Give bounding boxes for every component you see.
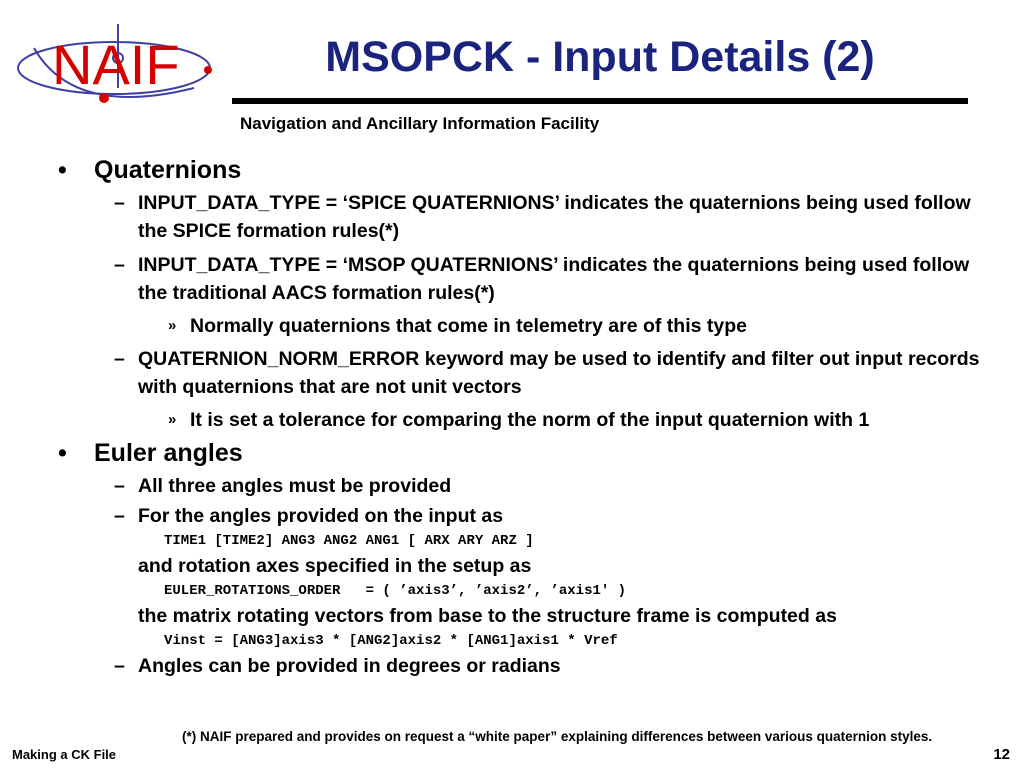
slide-content bbox=[58, 154, 998, 686]
list-item: – INPUT_DATA_TYPE = ‘SPICE QUATERNIONS’ indicates the quaternions being used follow the SPICE formation rules(*) bbox=[114, 192, 971, 242]
sub-list-item: » It is set a tolerance for comparing the norm of the input quaternion with 1 bbox=[168, 409, 870, 431]
list-item: – For the angles provided on the input as bbox=[114, 505, 504, 527]
list-item: – QUATERNION_NORM_ERROR keyword may be used to identify and filter out input records with quaternions that are not unit vectors bbox=[114, 348, 980, 398]
bullet-dot: • bbox=[58, 156, 67, 184]
list-item: – All three angles must be provided bbox=[114, 475, 452, 497]
continuation-text: the matrix rotating vectors from base to the structure frame is computed as bbox=[138, 605, 837, 627]
page-number: 12 bbox=[993, 746, 1010, 763]
svg-text:NAIF: NAIF bbox=[52, 33, 180, 96]
bullet-dot: • bbox=[58, 439, 67, 467]
list-item: – INPUT_DATA_TYPE = ‘MSOP QUATERNIONS’ indicates the quaternions being used follow the traditional AACS formation rules(*) bbox=[114, 254, 970, 304]
naif-logo bbox=[14, 18, 224, 118]
footnote: (*) NAIF prepared and provides on request a “white paper” explaining differences between various quaternion styles. bbox=[182, 729, 933, 744]
sub-list-item: » Normally quaternions that come in telemetry are of this type bbox=[168, 315, 747, 337]
page-subtitle: Navigation and Ancillary Information Facility bbox=[240, 114, 600, 133]
code-input-format: TIME1 [TIME2] ANG3 ANG2 ANG1 [ ARX ARY ARZ ] bbox=[164, 533, 534, 549]
code-rotations-order: EULER_ROTATIONS_ORDER = ( ’axis3’, ’axis2’, ’axis1' ) bbox=[164, 583, 627, 599]
bullet-quaternions: • Quaternions bbox=[58, 156, 242, 184]
continuation-text: and rotation axes specified in the setup as bbox=[138, 555, 532, 577]
list-item: – Angles can be provided in degrees or radians bbox=[114, 655, 561, 677]
bullet-euler-angles: • Euler angles bbox=[58, 439, 243, 467]
code-matrix-formula: Vinst = [ANG3]axis3 * [ANG2]axis2 * [ANG1]axis1 * Vref bbox=[164, 633, 618, 649]
page-title: MSOPCK - Input Details (2) bbox=[325, 33, 875, 81]
footer-title: Making a CK File bbox=[12, 747, 117, 762]
title-divider bbox=[232, 98, 968, 104]
